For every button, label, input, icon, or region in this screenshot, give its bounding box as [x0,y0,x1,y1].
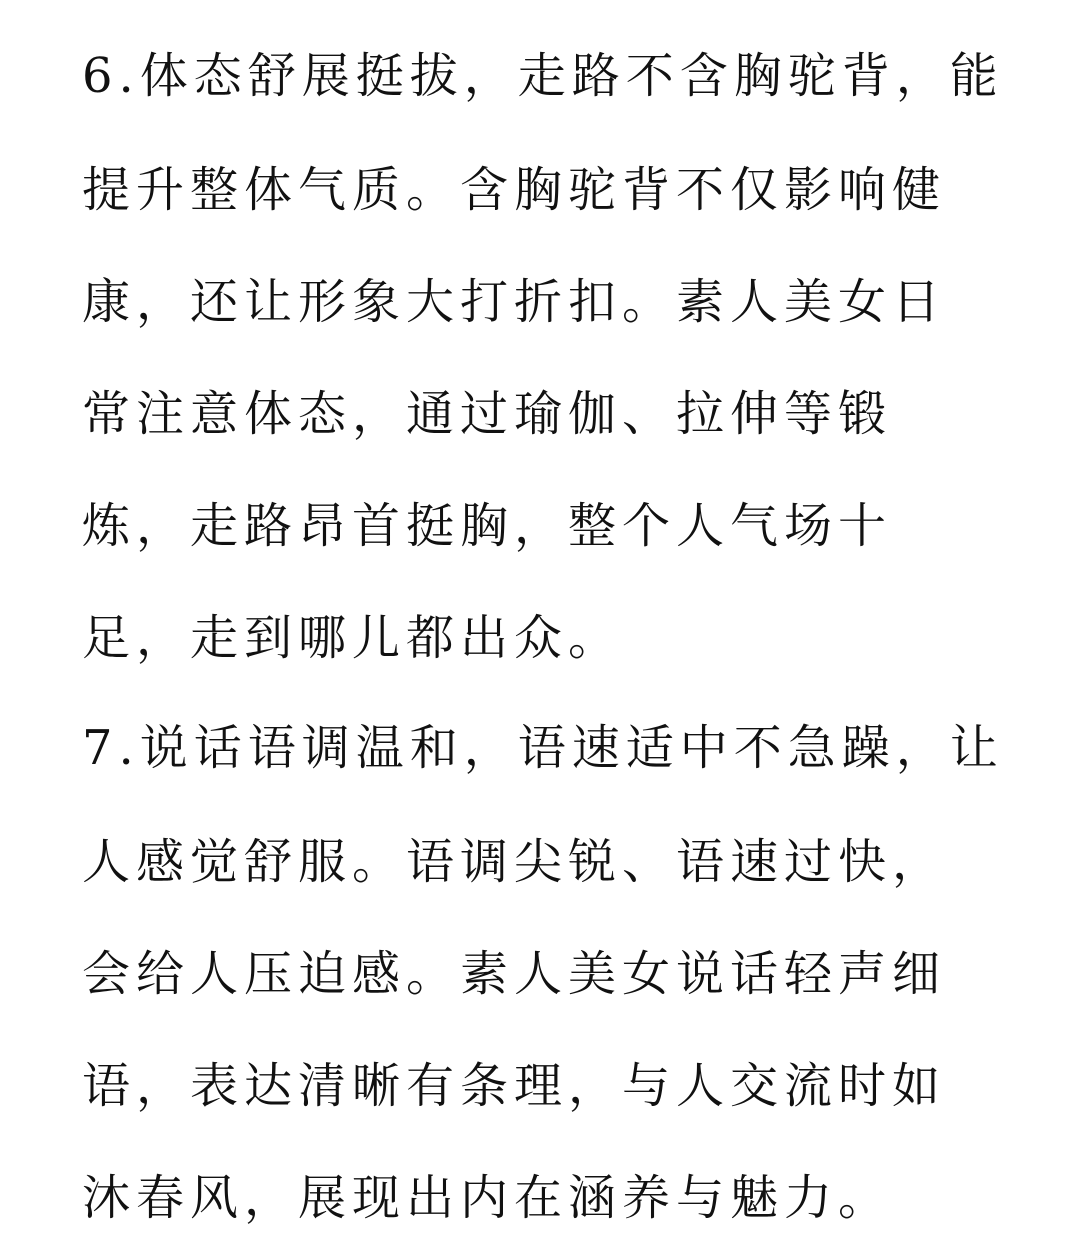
text-line: 7.说话语调温和，语速适中不急躁，让 [82,720,1004,776]
text-line: 6.体态舒展挺拔，走路不含胸驼背，能 [82,48,1004,104]
text-line: 沐春风，展现出内在涵养与魅力。 [82,1170,893,1226]
text-line: 提升整体气质。含胸驼背不仅影响健 [82,162,947,218]
text-line: 常注意体态，通过瑜伽、拉伸等锻 [82,386,893,442]
text-line: 康，还让形象大打折扣。素人美女日 [82,274,947,330]
text-line: 人感觉舒服。语调尖锐、语速过快， [82,834,947,890]
text-line: 语，表达清晰有条理，与人交流时如 [82,1058,947,1114]
text-line: 足，走到哪儿都出众。 [82,610,623,666]
text-line: 炼，走路昂首挺胸，整个人气场十 [82,498,893,554]
text-line: 会给人压迫感。素人美女说话轻声细 [82,946,947,1002]
